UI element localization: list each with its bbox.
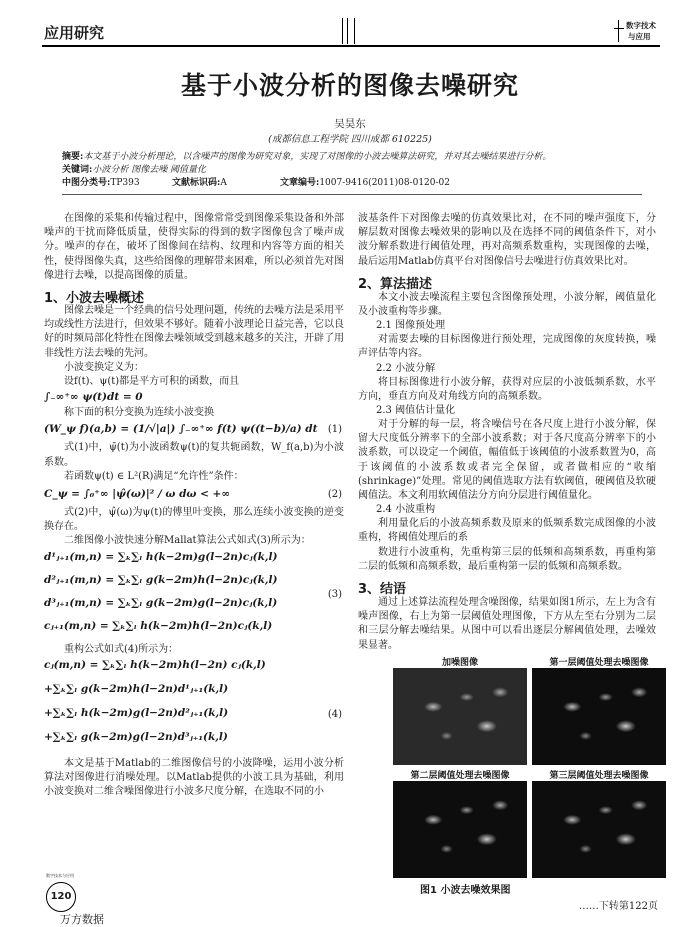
affiliation: (成都信息工程学院 四川成都 610225): [268, 134, 432, 145]
abstract: 摘要:本文基于小波分析理论，以含噪声的图像为研究对象，实现了对图像的小波去噪算法研究，并对其去噪结果进行分析。: [62, 152, 552, 162]
equation-3: d¹ⱼ₊₁(m,n) = ∑ₖ∑ₗ h(k−2m)g(l−2n)cⱼ(k,l) d²ⱼ₊₁(m,n) = ∑ₖ∑ₗ g(k−2m)h(l−2n)cⱼ(k,l) d³ⱼ₊₁(m,n) = ∑ₖ∑ₗ g(k−2m)g(l−2n)cⱼ(k,l) cⱼ₊₁(m,n) = ∑ₖ∑ₗ h(k−2m)h(l−2n)cⱼ(k,l) (3): [44, 550, 342, 632]
s21-paragraph: 对需要去噪的目标图像进行预处理，完成图像的灰度转换，噪声评估等内容。: [358, 334, 656, 360]
subsection-2-2-heading: 2.2 小波分解: [376, 362, 436, 374]
s1-paragraph-2: 小波变换定义为：: [64, 361, 144, 373]
abstract-block: [62, 151, 642, 190]
s1-paragraph-8: 二维图像小波快速分解Mallat算法公式如式(3)所示为：: [64, 535, 311, 547]
s23-paragraph: 对于分解的每一层，将含噪信号在各尺度上进行小波分解，保留大尺度低分辨率下的全部小波系数；对于各尺度高分辨率下的小波系数，可以设定一个阈值，幅值低于该阈值的小波系数置为0，高于该阈值的小波系数或者完全保留，或者做相应的“收缩(shrinkage)”处理。常见的阈值选取方法有软阈值，硬阈值及软硬阈值法。本文利用软阈值法分方向分层进行阈值量化。: [358, 419, 656, 502]
figure-label-level2: 第二层阈值处理去噪图像: [410, 771, 510, 781]
page-number: 120: [50, 891, 72, 902]
s2-paragraph: 本文小波去噪流程主要包含图像预处理，小波分解，阈值量化及小波重构等步骤。: [358, 291, 656, 318]
equation-2: C_ψ = ∫₀⁺∞ |ψ̂(ω)|² / ω dω < +∞ (2): [44, 488, 342, 501]
s1-paragraph-10: 本文是基于Matlab的二维图像信号的小波降噪，运用小波分析算法对图像进行消噪处理。以Matlab提供的小波工具为基础，利用小波变换对二维含噪图像进行小波多尺度分解，在选取不同的小: [44, 757, 344, 798]
figure-caption: 图1 小波去噪效果图: [420, 885, 511, 896]
s1-paragraph-5: 式(1)中，ψ̄(t)为小波函数ψ(t)的复共轭函数，W_f(a,b)为小波系数。: [44, 442, 344, 468]
level1-denoised-image: [532, 668, 666, 765]
article-title: 基于小波分析的图像去噪研究: [180, 71, 519, 100]
subsection-2-3-heading: 2.3 阈值估计量化: [376, 405, 456, 417]
subsection-2-4-heading: 2.4 小波重构: [376, 504, 436, 516]
author: 吴昊东: [334, 118, 366, 130]
header-divider-bar: [342, 18, 348, 44]
page-number-seal: [46, 882, 76, 912]
equation-admissibility: ∫₋∞⁺∞ ψ(t)dt = 0: [44, 391, 143, 404]
equation-1: (W_ψ f)(a,b) = (1/√|a|) ∫₋∞⁺∞ f(t) ψ((t−b)/a) dt (1): [44, 423, 342, 436]
section-2-heading: 2、算法描述: [358, 276, 433, 292]
watermark: 万方数据: [60, 913, 104, 926]
noisy-image: [393, 668, 527, 765]
header-rule: [42, 45, 660, 47]
right-column: [358, 212, 656, 653]
running-header: [42, 18, 660, 46]
s1-paragraph-1: 图像去噪是一个经典的信号处理问题，传统的去噪方法是采用平均或线性方法进行，但效果不够好。随着小波理论日益完善，它以良好的时频局部化特性在图像去噪领域受到越来越多的关注，开辟了用非线性方法去噪的先河。: [44, 305, 344, 359]
level3-denoised-image: [532, 781, 666, 878]
section-1-heading: 1、小波去噪概述: [44, 291, 145, 306]
column-name: 应用研究: [44, 24, 105, 42]
brand-cross-icon: [618, 20, 619, 42]
figure-1: [393, 655, 673, 875]
s1-paragraph-7: 式(2)中，ψ̂(ω)为ψ(t)的傅里叶变换，那么连续小波变换的逆变换存在。: [44, 507, 344, 533]
s1-paragraph-4: 称下面的积分变换为连续小波变换: [64, 407, 214, 419]
left-column: [44, 212, 344, 799]
figure-label-level3: 第三层阈值处理去噪图像: [549, 771, 649, 781]
s1-paragraph-3: 设f(t)、ψ(t)都是平方可积的函数，而且: [64, 376, 240, 388]
s22-paragraph: 将目标图像进行小波分解，获得对应层的小波低频系数，水平方向，垂直方向及对角线方向的高频系数。: [358, 376, 656, 402]
equation-4: cⱼ(m,n) = ∑ₖ∑ₗ h(k−2m)h(l−2n) cⱼ(k,l) +∑ₖ∑ₗ g(k−2m)h(l−2n)d¹ⱼ₊₁(k,l) +∑ₖ∑ₗ h(k−2m)g(l−2n)d²ⱼ₊₁(k,l) +∑ₖ∑ₗ g(k−2m)g(l−2n)d³ⱼ₊₁(k,l) (4): [44, 658, 342, 743]
continued-paragraph: 波基条件下对图像去噪的仿真效果比对，在不同的噪声强度下，分解层数对图像去噪效果的影响以及在选择不同的阈值条件下，对小波分解系数进行阈值处理，再对高频系数重构，实现图像的去噪，最后运用Matlab仿真平台对图像信号去噪进行仿真效果比对。: [358, 213, 656, 267]
figure-label-level1: 第一层阈值处理去噪图像: [549, 658, 649, 668]
brand-logo: 数字技术 与应用: [614, 20, 660, 44]
continued-on-page: ……下转第122页: [578, 901, 658, 912]
figure-label-noisy: 加噪图像: [441, 658, 478, 668]
s24-paragraph-2: 数进行小波重构，先重构第三层的低频和高频系数，再重构第二层的低频和高频系数，最后重构第一层的低频和高频系数。: [358, 546, 656, 572]
seal-caption: 数字技术与应用: [46, 873, 74, 878]
keywords: 关键词:小波分析 图像去噪 阈值量化: [62, 165, 207, 175]
s1-paragraph-6: 若函数ψ(t) ∈ L²(R)满足“允许性”条件：: [64, 470, 244, 482]
level2-denoised-image: [393, 781, 527, 878]
s1-paragraph-9: 重构公式如式(4)所示为：: [64, 643, 179, 655]
abstract-rule: [62, 194, 642, 195]
intro-paragraph: 在图像的采集和传输过程中，图像常常受到图像采集设备和外部噪声的干扰而降低质量，使得实际的得到的数字图像包含了噪声成分。噪声的存在，破坏了图像间在结构、纹理和内容等方面的相关性，使得图像失真，这些给图像的理解带来困难，所以必须首先对图像进行去噪，以提高图像的质量。: [44, 213, 344, 281]
s24-paragraph-1: 利用量化后的小波高频系数及原来的低频系数完成图像的小波重构，将阈值处理后的系: [358, 518, 656, 544]
subsection-2-1-heading: 2.1 图像预处理: [376, 320, 446, 332]
s3-paragraph: 通过上述算法流程处理含噪图像，结果如图1所示，左上为含有噪声图像，右上为第一层阈值处理图像，下方从左至右分别为二层和三层分解去噪结果。从图中可以看出逐层分解阈值处理，去噪效果显著。: [358, 597, 656, 651]
header-divider-bar-2: [354, 18, 355, 44]
section-3-heading: 3、结语: [358, 582, 407, 598]
classification-line: 中图分类号:TP393 文献标识码:A 文章编号:1007-9416(2011)08-0120-02: [62, 178, 450, 188]
